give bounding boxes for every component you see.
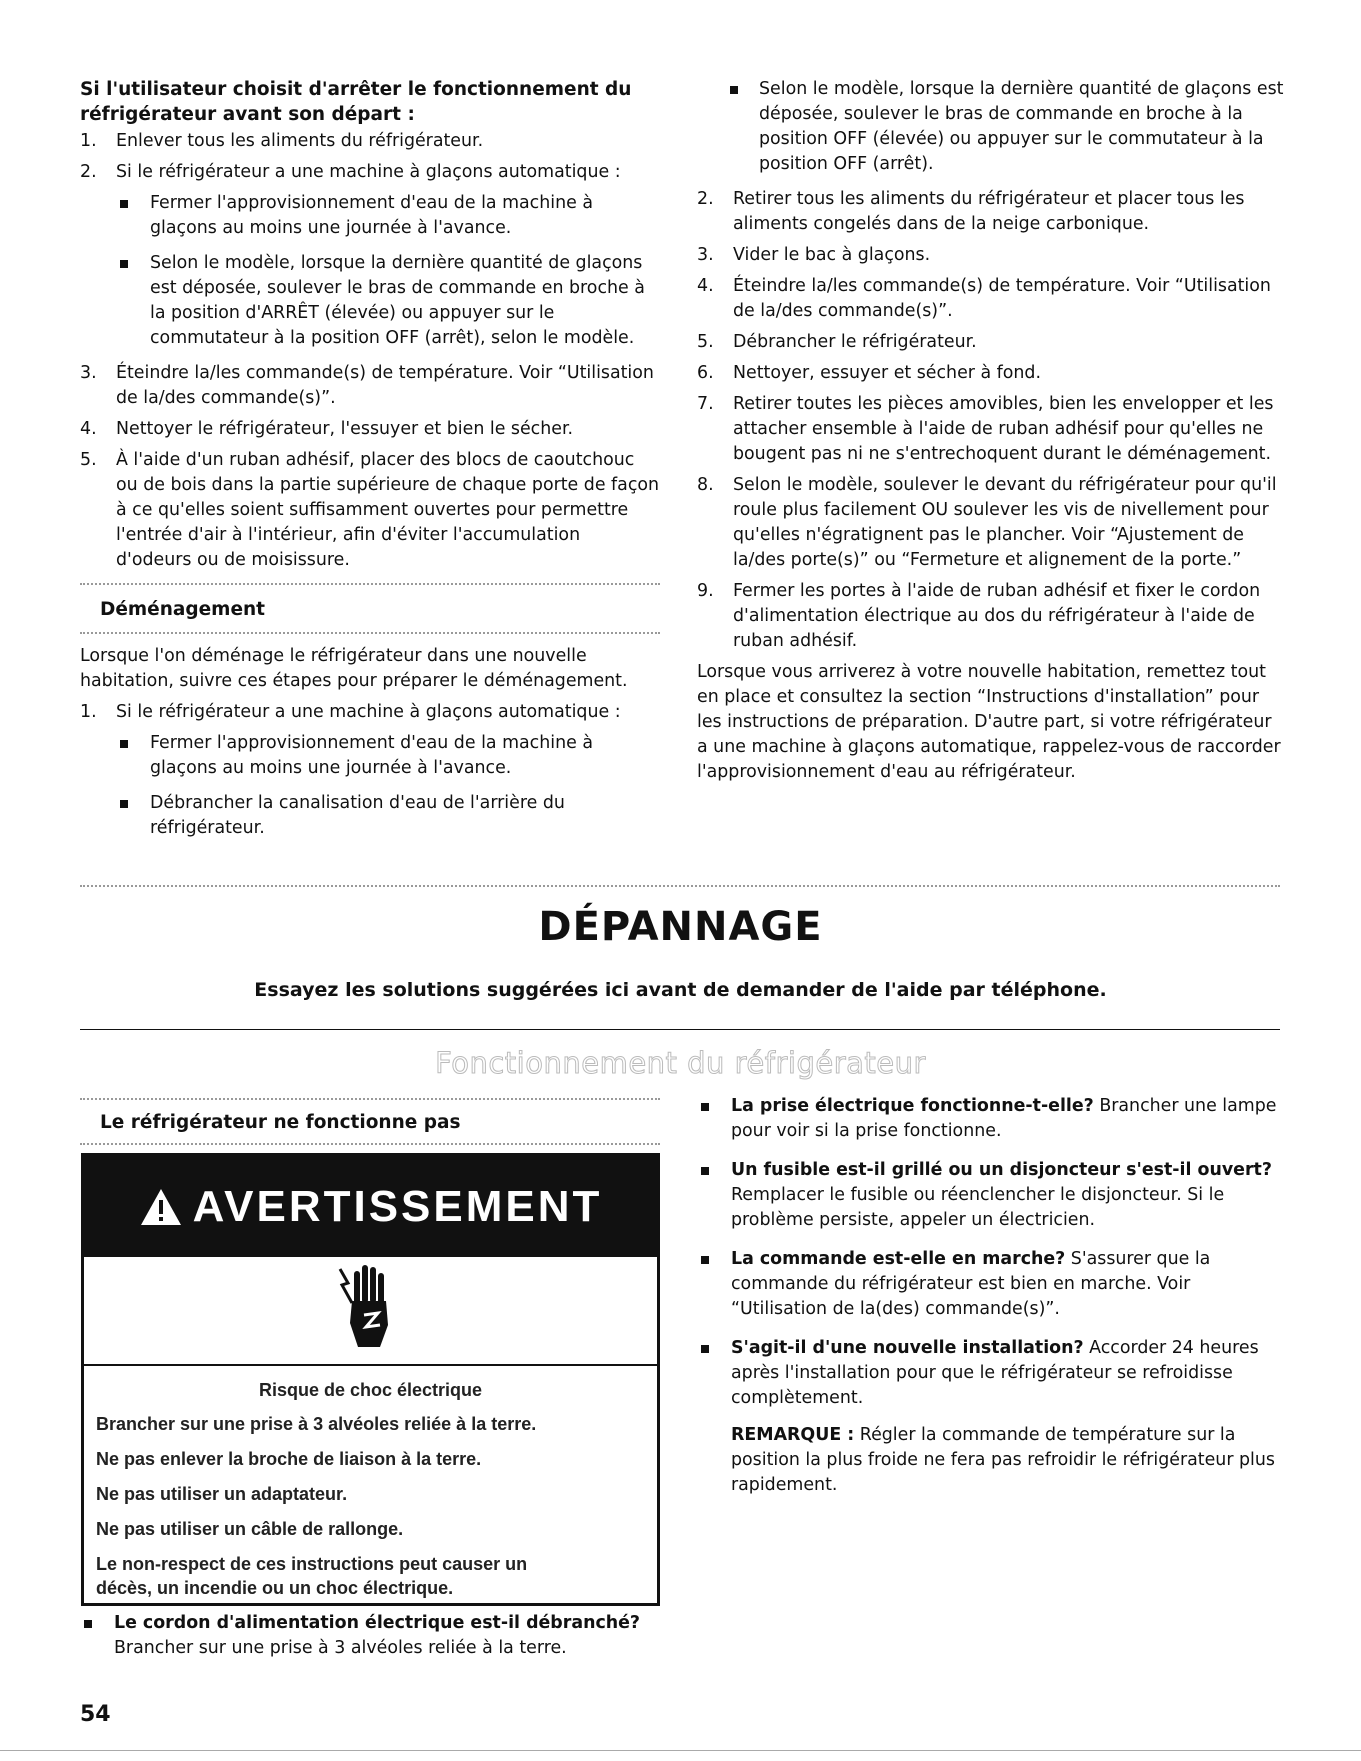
step-number: 5. bbox=[697, 332, 714, 352]
answer-text: Brancher une lampe pour voir si la prise fonctionne. bbox=[731, 1096, 1277, 1141]
list-item bbox=[80, 700, 660, 841]
list-item bbox=[697, 243, 1287, 268]
moving-heading: Déménagement bbox=[100, 599, 266, 620]
divider bbox=[80, 1098, 660, 1102]
bullet-text: Fermer l'approvisionnement d'eau de la machine à glaçons au moins une journée à l'avance. bbox=[150, 733, 594, 778]
warning-line: Ne pas utiliser un adaptateur. bbox=[96, 1484, 348, 1504]
moving-steps-list-continued bbox=[697, 187, 1287, 654]
list-item bbox=[697, 1336, 1287, 1498]
list-item bbox=[80, 417, 660, 442]
step-number: 8. bbox=[697, 475, 714, 495]
list-item bbox=[697, 77, 1287, 177]
divider bbox=[80, 632, 660, 636]
step-text: Enlever tous les aliments du réfrigérateur. bbox=[116, 131, 484, 151]
stop-steps-list bbox=[80, 129, 660, 573]
warning-box bbox=[81, 1153, 660, 1606]
step-text: Selon le modèle, soulever le devant du réfrigérateur pour qu'il roule plus facilement OU soulever les vis de nivellement pour qu'elles n'égratignent pas le plancher. Voir “Ajustement de la/des porte(s)” ou “Fermeture et alignement de la porte.” bbox=[733, 475, 1277, 570]
bullet-square-icon bbox=[701, 1345, 709, 1353]
question-text: Un fusible est-il grillé ou un disjoncteur s'est-il ouvert? bbox=[731, 1160, 1272, 1180]
warning-line: Ne pas enlever la broche de liaison à la terre. bbox=[96, 1449, 482, 1469]
bullet-square-icon bbox=[120, 200, 128, 208]
step-text: Retirer toutes les pièces amovibles, bien les envelopper et les attacher ensemble à l'aide de ruban adhésif pour qu'elles ne bougent pas ni ne s'entrechoquent durant le déménagement. bbox=[733, 394, 1274, 464]
list-item bbox=[80, 160, 660, 351]
list-item bbox=[697, 274, 1287, 324]
electric-shock-hand-icon bbox=[338, 1263, 398, 1355]
list-item bbox=[697, 579, 1287, 654]
answer-text: Brancher sur une prise à 3 alvéoles reliée à la terre. bbox=[114, 1638, 567, 1658]
divider bbox=[80, 583, 660, 587]
subsection-heading: Fonctionnement du réfrigérateur bbox=[435, 1046, 926, 1080]
answer-text: S'assurer que la commande du réfrigérateur est bien en marche. Voir “Utilisation de la(des) commande(s)”. bbox=[731, 1249, 1211, 1319]
list-item bbox=[697, 187, 1287, 237]
stop-operation-heading: Si l'utilisateur choisit d'arrêter le fonctionnement du réfrigérateur avant son départ : bbox=[80, 79, 632, 125]
step-number: 2. bbox=[697, 189, 714, 209]
note bbox=[731, 1423, 1287, 1498]
moving-closing-text: Lorsque vous arriverez à votre nouvelle habitation, remettez tout en place et consultez la section “Instructions d'installation” pour les instructions de préparation. D'autre part, si votre réfrigérateur a une machine à glaçons automatique, rappelez-vous de raccorder l'approvisionnement d'eau au réfrigérateur. bbox=[697, 662, 1281, 782]
step-number: 2. bbox=[80, 162, 97, 182]
list-item bbox=[116, 731, 660, 781]
footer-rule bbox=[0, 1750, 1361, 1751]
question-text: S'agit-il d'une nouvelle installation? bbox=[731, 1338, 1084, 1358]
question-text: La prise électrique fonctionne-t-elle? bbox=[731, 1096, 1094, 1116]
list-item bbox=[697, 330, 1287, 355]
step-text: Si le réfrigérateur a une machine à glaçons automatique : bbox=[116, 702, 621, 722]
step-number: 1. bbox=[80, 131, 97, 151]
moving-bullets bbox=[80, 731, 660, 841]
bullet-square-icon bbox=[120, 740, 128, 748]
list-item bbox=[697, 1158, 1287, 1233]
step-text: Fermer les portes à l'aide de ruban adhésif et fixer le cordon d'alimentation électrique au dos du réfrigérateur à l'aide de ruban adhésif. bbox=[733, 581, 1261, 651]
step-text: Vider le bac à glaçons. bbox=[733, 245, 931, 265]
bullet-square-icon bbox=[701, 1103, 709, 1111]
section-subtitle: Essayez les solutions suggérées ici avant de demander de l'aide par téléphone. bbox=[254, 979, 1107, 1001]
step-number: 4. bbox=[697, 276, 714, 296]
step-number: 3. bbox=[80, 363, 97, 383]
power-cord-item bbox=[80, 1611, 680, 1671]
list-item bbox=[80, 448, 660, 573]
list-item bbox=[697, 473, 1287, 573]
step-number: 3. bbox=[697, 245, 714, 265]
left-column bbox=[80, 77, 660, 851]
warning-symbol-area bbox=[84, 1257, 657, 1366]
title-rule bbox=[80, 1029, 1280, 1030]
question-text: Le cordon d'alimentation électrique est-il débranché? bbox=[114, 1613, 641, 1633]
step-number: 4. bbox=[80, 419, 97, 439]
step-text: Si le réfrigérateur a une machine à glaçons automatique : bbox=[116, 162, 621, 182]
step-text: Éteindre la/les commande(s) de température. Voir “Utilisation de la/des commande(s)”. bbox=[733, 276, 1271, 321]
step-text: Nettoyer, essuyer et sécher à fond. bbox=[733, 363, 1041, 383]
list-item bbox=[697, 1247, 1287, 1322]
answer-text: Remplacer le fusible ou réenclencher le disjoncteur. Si le problème persiste, appeler un électricien. bbox=[731, 1185, 1225, 1230]
step-text: À l'aide d'un ruban adhésif, placer des blocs de caoutchouc ou de bois dans la partie supérieure de chaque porte de façon à ce qu'elles soient suffisamment ouvertes pour permettre l'entrée d'air à l'intérieur, afin d'éviter l'accumulation d'odeurs ou de moisissure. bbox=[116, 450, 660, 570]
trouble-left-header bbox=[80, 1094, 660, 1151]
note-label: REMARQUE : bbox=[731, 1425, 855, 1445]
bullet-square-icon bbox=[84, 1620, 92, 1628]
list-item bbox=[697, 392, 1287, 467]
step-text: Éteindre la/les commande(s) de température. Voir “Utilisation de la/des commande(s)”. bbox=[116, 363, 654, 408]
moving-intro: Lorsque l'on déménage le réfrigérateur dans une nouvelle habitation, suivre ces étapes pour préparer le déménagement. bbox=[80, 646, 628, 691]
warning-line: Ne pas utiliser un câble de rallonge. bbox=[96, 1519, 404, 1539]
step-number: 5. bbox=[80, 450, 97, 470]
bullet-square-icon bbox=[730, 86, 738, 94]
warning-line: Le non-respect de ces instructions peut causer un décès, un incendie ou un choc électrique. bbox=[96, 1554, 528, 1598]
warning-triangle-icon bbox=[139, 1187, 183, 1227]
trouble-right-column bbox=[697, 1094, 1287, 1512]
note-text: Régler la commande de température sur la position la plus froide ne fera pas refroidir le réfrigérateur plus rapidement. bbox=[731, 1425, 1275, 1495]
answer-text: Accorder 24 heures après l'installation pour que le réfrigérateur se refroidisse complètement. bbox=[731, 1338, 1259, 1408]
list-item bbox=[80, 129, 660, 154]
list-item bbox=[697, 1094, 1287, 1144]
step-number: 7. bbox=[697, 394, 714, 414]
list-item bbox=[116, 791, 660, 841]
step-number: 1. bbox=[80, 702, 97, 722]
step-number: 6. bbox=[697, 363, 714, 383]
bullet-square-icon bbox=[701, 1256, 709, 1264]
bullet-square-icon bbox=[120, 260, 128, 268]
list-item bbox=[80, 361, 660, 411]
moving-bullets-continued bbox=[697, 77, 1287, 177]
warning-title: AVERTISSEMENT bbox=[192, 1181, 603, 1231]
list-item bbox=[697, 361, 1287, 386]
warning-text bbox=[84, 1366, 657, 1600]
step-number: 9. bbox=[697, 581, 714, 601]
not-working-heading: Le réfrigérateur ne fonctionne pas bbox=[100, 1112, 461, 1133]
step-text: Nettoyer le réfrigérateur, l'essuyer et bien le sécher. bbox=[116, 419, 574, 439]
page-number: 54 bbox=[80, 1702, 111, 1727]
bullet-text: Selon le modèle, lorsque la dernière quantité de glaçons est déposée, soulever le bras de commande en broche à la position d'ARRÊT (élevée) ou appuyer sur le commutateur à la position OFF (arrêt), selon le modèle. bbox=[150, 253, 645, 348]
moving-steps-list bbox=[80, 700, 660, 841]
trouble-checklist bbox=[697, 1094, 1287, 1498]
right-column bbox=[697, 77, 1287, 791]
question-text: La commande est-elle en marche? bbox=[731, 1249, 1066, 1269]
bullet-square-icon bbox=[701, 1167, 709, 1175]
list-item bbox=[116, 191, 660, 241]
bullet-text: Selon le modèle, lorsque la dernière quantité de glaçons est déposée, soulever le bras de commande en broche à la position OFF (élevée) ou appuyer sur le commutateur à la position OFF (arrêt). bbox=[759, 79, 1284, 174]
divider bbox=[80, 1143, 660, 1147]
list-item bbox=[116, 251, 660, 351]
section-title: DÉPANNAGE bbox=[538, 904, 823, 950]
warning-line: Brancher sur une prise à 3 alvéoles reliée à la terre. bbox=[96, 1414, 537, 1434]
ice-maker-bullets bbox=[80, 191, 660, 351]
list-item bbox=[80, 1611, 680, 1661]
step-text: Débrancher le réfrigérateur. bbox=[733, 332, 977, 352]
warning-line: Risque de choc électrique bbox=[258, 1380, 483, 1400]
step-text: Retirer tous les aliments du réfrigérateur et placer tous les aliments congelés dans de la neige carbonique. bbox=[733, 189, 1245, 234]
bullet-text: Fermer l'approvisionnement d'eau de la machine à glaçons au moins une journée à l'avance. bbox=[150, 193, 594, 238]
power-cord-list bbox=[80, 1611, 680, 1661]
section-divider bbox=[80, 885, 1280, 887]
bullet-text: Débrancher la canalisation d'eau de l'arrière du réfrigérateur. bbox=[150, 793, 565, 838]
bullet-square-icon bbox=[120, 800, 128, 808]
warning-header bbox=[84, 1156, 657, 1257]
